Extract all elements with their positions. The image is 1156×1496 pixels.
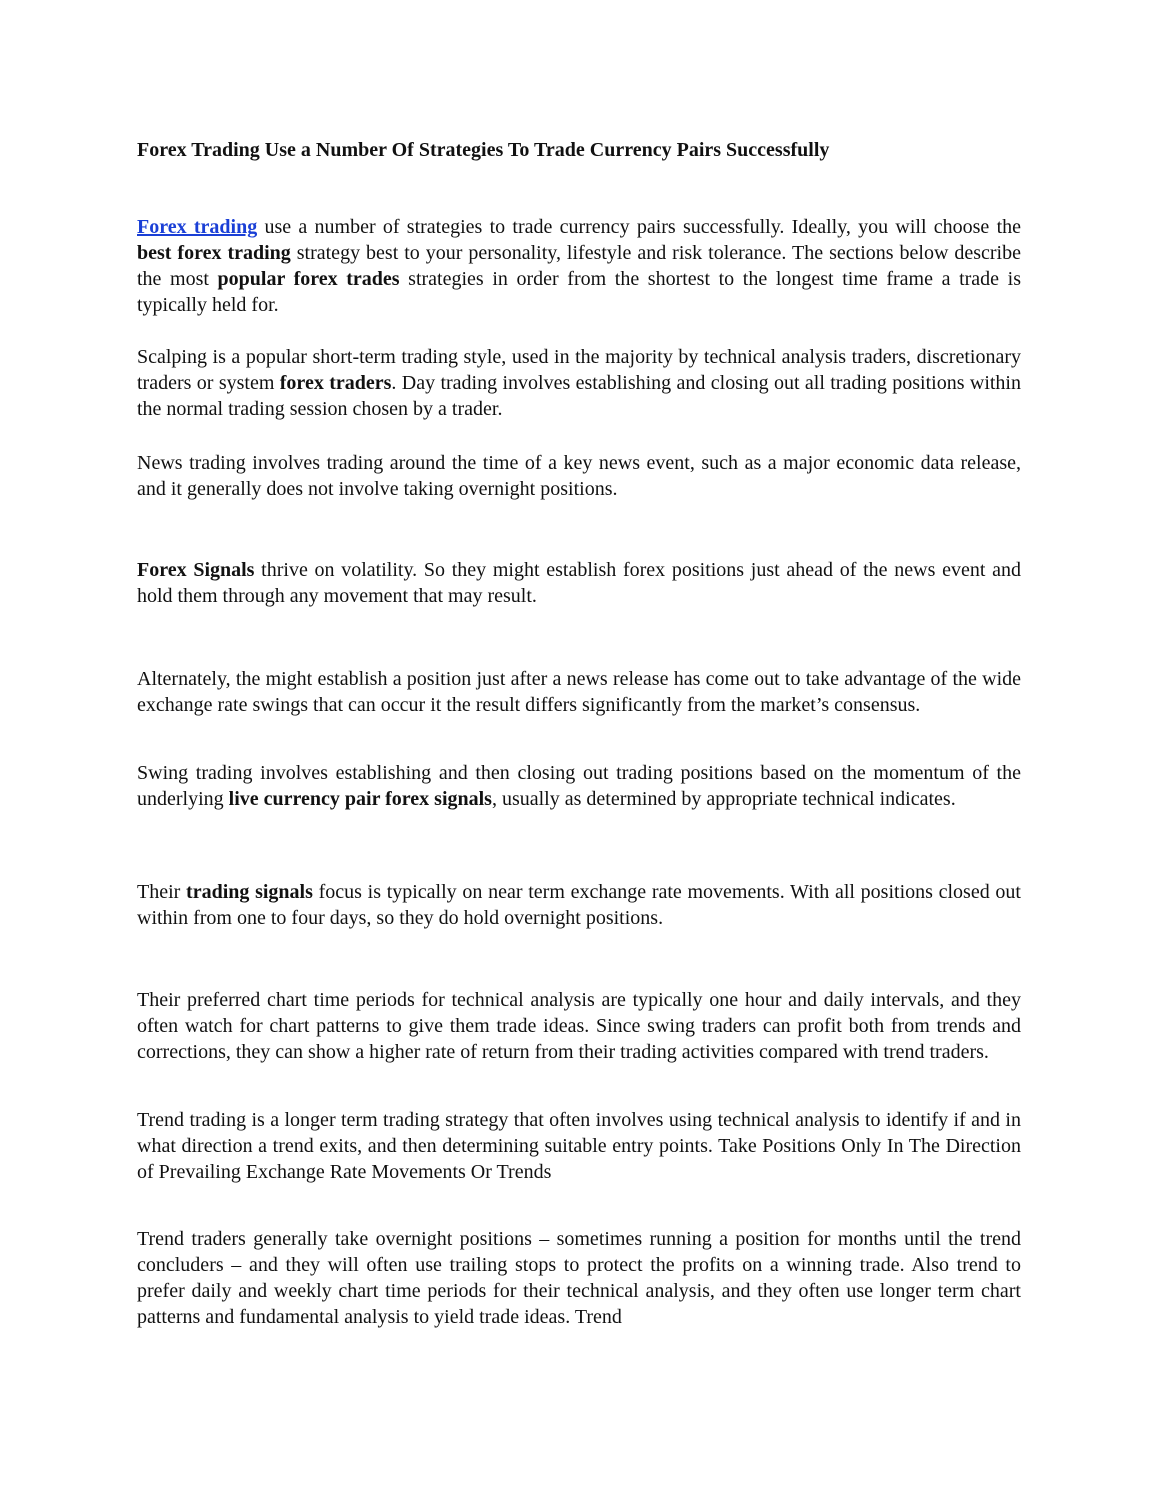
paragraph-swing-trading [137, 760, 1021, 812]
text-span: News trading involves trading around the time of a key news event, such as a major economic data release, and it generally does not involve taking overnight positions. [137, 452, 1021, 500]
text-span: strategies in order from the shortest to the longest time frame a trade is typically held for. [137, 268, 1021, 316]
paragraph-news-trading [137, 450, 1021, 502]
bold-phrase: popular forex trades [217, 268, 400, 290]
bold-phrase: trading signals [186, 881, 313, 903]
paragraph-scalping [137, 344, 1021, 422]
text-span: , usually as determined by appropriate technical indicates. [491, 788, 956, 810]
text-span: Trend trading is a longer term trading strategy that often involves using technical analysis to identify if and in what direction a trend exits, and then determining suitable entry points. Take Positions Only In The Direction of Prevailing Exchange Rate Movements Or Trends [137, 1109, 1021, 1183]
text-span: strategy best to your personality, lifestyle and risk tolerance. The sections below describe the most [137, 242, 1021, 290]
text-span: . Day trading involves establishing and closing out all trading positions within the normal trading session chosen by a trader. [137, 372, 1021, 420]
paragraph-alternately [137, 666, 1021, 718]
paragraph-trend-trading [137, 1107, 1021, 1185]
text-span: focus is typically on near term exchange rate movements. With all positions closed out within from one to four days, so they do hold overnight positions. [137, 881, 1021, 929]
bold-phrase: best forex trading [137, 242, 291, 264]
paragraph-trend-traders [137, 1226, 1021, 1330]
text-span: Scalping is a popular short-term trading style, used in the majority by technical analysis traders, discretionary traders or system [137, 346, 1021, 394]
forex-trading-link[interactable]: Forex trading [137, 216, 258, 238]
paragraph-forex-signals [137, 557, 1021, 609]
text-span: Their [137, 881, 187, 903]
text-span: Alternately, the might establish a position just after a news release has come out to take advantage of the wide exchange rate swings that can occur it the result differs significantly from the market’s consensus. [137, 668, 1021, 716]
bold-phrase: Forex Signals [137, 559, 255, 581]
text-span: use a number of strategies to trade currency pairs successfully. Ideally, you will choose the [257, 216, 1021, 238]
text-span: Their preferred chart time periods for technical analysis are typically one hour and daily intervals, and they often watch for chart patterns to give them trade ideas. Since swing traders can profit both from trends and corrections, they can show a higher rate of return from their trading activities compared with trend traders. [137, 989, 1021, 1063]
paragraph-trading-signals [137, 879, 1021, 931]
text-span: Trend traders generally take overnight positions – sometimes running a position for months until the trend concluders – and they will often use trailing stops to protect the profits on a winning trade. Also trend to prefer daily and weekly chart time periods for their technical analysis, and they often use longer term chart patterns and fundamental analysis to yield trade ideas. Trend [137, 1228, 1021, 1328]
bold-phrase: live currency pair forex signals [228, 788, 492, 810]
document-title: Forex Trading Use a Number Of Strategies To Trade Currency Pairs Successfully [137, 139, 830, 161]
bold-phrase: forex traders [279, 372, 392, 394]
text-span: Swing trading involves establishing and then closing out trading positions based on the momentum of the underlying [137, 762, 1021, 810]
text-span: thrive on volatility. So they might establish forex positions just ahead of the news event and hold them through any movement that may result. [137, 559, 1021, 607]
paragraph-intro [137, 214, 1021, 318]
paragraph-chart-periods [137, 987, 1021, 1065]
